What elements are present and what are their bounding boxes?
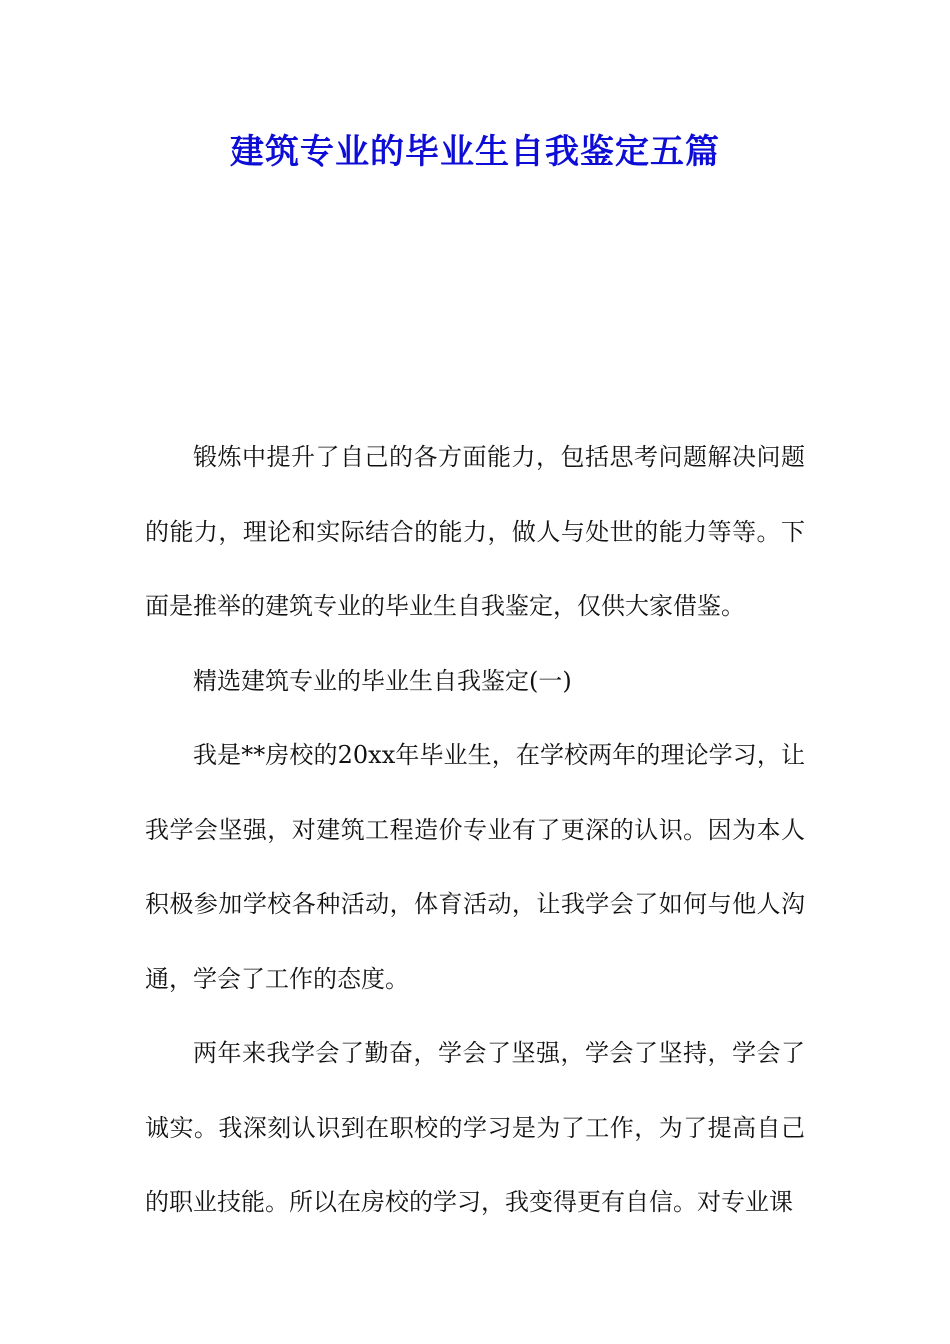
document-title: 建筑专业的毕业生自我鉴定五篇: [230, 132, 720, 172]
paragraph-intro: 锻炼中提升了自己的各方面能力，包括思考问题解决问题的能力，理论和实际结合的能力，做人与处世的能力等等。下面是推举的建筑专业的毕业生自我鉴定，仅供大家借鉴。: [145, 443, 805, 620]
paragraph-background: 我是**房校的20xx年毕业生，在学校两年的理论学习，让我学会坚强，对建筑工程造价专业有了更深的认识。因为本人积极参加学校各种活动，体育活动，让我学会了如何与他人沟通，学会了工作的态度。: [145, 741, 805, 993]
section-heading-one: 精选建筑专业的毕业生自我鉴定(一): [193, 666, 572, 695]
paragraph-growth: 两年来我学会了勤奋，学会了坚强，学会了坚持，学会了诚实。我深刻认识到在职校的学习是为了工作，为了提高自己的职业技能。所以在房校的学习，我变得更有自信。对专业课: [145, 1039, 805, 1216]
document-body: [145, 420, 805, 1240]
